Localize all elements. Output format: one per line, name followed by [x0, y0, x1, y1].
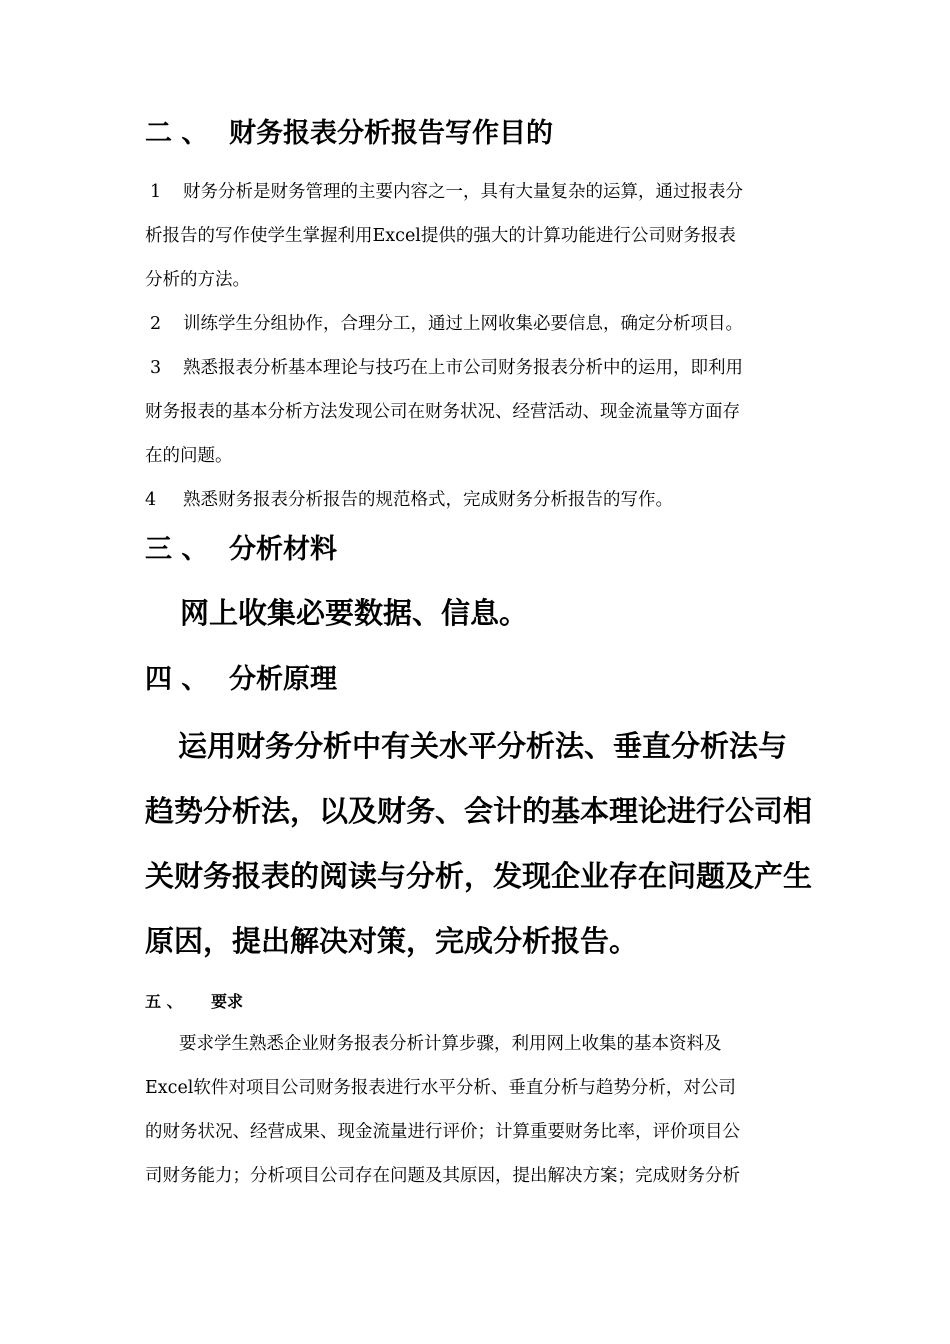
requirements-line: 要求学生熟悉企业财务报表分析计算步骤，利用网上收集的基本资料及 [179, 1034, 722, 1054]
purpose-item-2-number: 2 [150, 314, 162, 334]
section-5-heading [145, 990, 243, 1014]
purpose-item-1-line: 1 财务分析是财务管理的主要内容之一，具有大量复杂的运算，通过报表分 [145, 170, 815, 214]
section-4-heading [145, 662, 337, 698]
purpose-item-1 [145, 170, 815, 302]
purpose-item-2 [145, 302, 815, 346]
principle-line: 趋势分析法，以及财务、会计的基本理论进行公司相 [145, 794, 813, 828]
purpose-item-3-line: 3 熟悉报表分析基本理论与技巧在上市公司财务报表分析中的运用，即利用 [145, 346, 815, 390]
section-3-title: 分析材料 [229, 534, 337, 565]
purpose-item-3-line: 在的问题。 [145, 446, 233, 466]
requirements-paragraph [145, 1022, 815, 1198]
section-4-number: 四 、 [145, 664, 209, 695]
requirements-line: 司财务能力；分析项目公司存在问题及其原因，提出解决方案；完成财务分析 [145, 1166, 740, 1186]
purpose-item-3-line: 财务报表的基本分析方法发现公司在财务状况、经营活动、现金流量等方面存 [145, 402, 740, 422]
section-5-number: 五 、 [145, 992, 183, 1011]
purpose-item-3 [145, 346, 815, 478]
purpose-item-4-number: 4 [145, 490, 157, 510]
principle-line: 关财务报表的阅读与分析，发现企业存在问题及产生 [145, 859, 813, 893]
section-4-title: 分析原理 [229, 664, 337, 695]
requirements-line: 的财务状况、经营成果、现金流量进行评价；计算重要财务比率，评价项目公 [145, 1122, 740, 1142]
section-2-number: 二 、 [145, 118, 209, 149]
purpose-item-1-line: 分析的方法。 [145, 270, 250, 290]
requirements-line: Excel软件对项目公司财务报表进行水平分析、垂直分析与趋势分析，对公司 [145, 1078, 736, 1098]
purpose-item-4-line: 4 熟悉财务报表分析报告的规范格式，完成财务分析报告的写作。 [145, 478, 815, 522]
purpose-item-2-line: 2 训练学生分组协作，合理分工，通过上网收集必要信息，确定分析项目。 [145, 302, 815, 346]
section-3-number: 三 、 [145, 534, 209, 565]
section-2-title: 财务报表分析报告写作目的 [229, 118, 553, 149]
section-2-heading [145, 116, 553, 152]
purpose-item-4 [145, 478, 815, 522]
section-5-title: 要求 [211, 992, 244, 1011]
section-3-heading [145, 532, 337, 568]
purpose-item-3-number: 3 [150, 358, 162, 378]
purpose-item-1-line: 析报告的写作使学生掌握利用Excel提供的强大的计算功能进行公司财务报表 [145, 226, 736, 246]
principle-line: 原因，提出解决对策，完成分析报告。 [145, 924, 639, 958]
materials-text: 网上收集必要数据、信息。 [180, 596, 529, 630]
purpose-item-1-number: 1 [150, 182, 162, 202]
principle-line: 运用财务分析中有关水平分析法、垂直分析法与 [178, 729, 788, 763]
